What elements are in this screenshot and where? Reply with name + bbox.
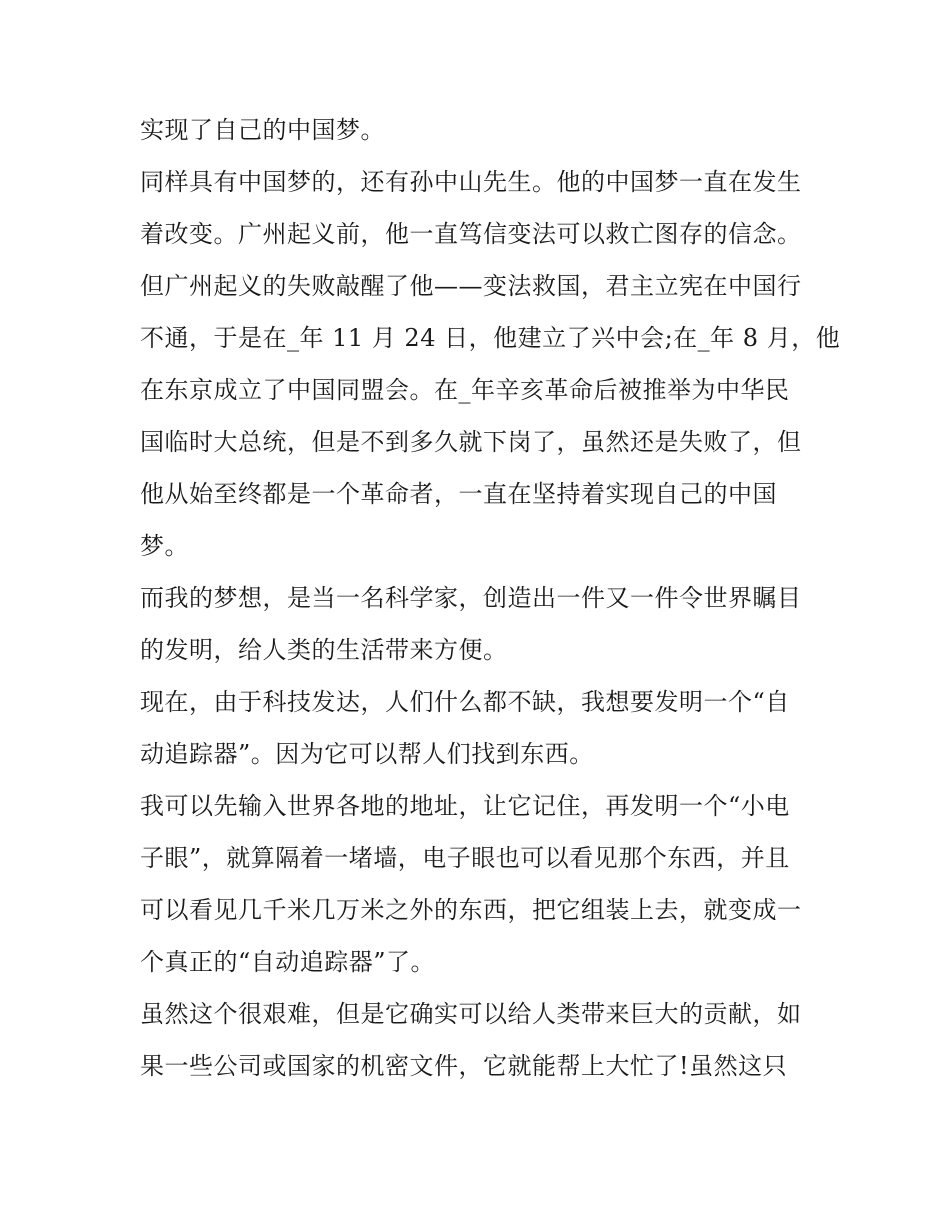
text-line: 梦。 (140, 532, 189, 560)
text-line: 现在，由于科技发达，人们什么都不缺，我想要发明一个“自 (140, 688, 790, 716)
text-line: 同样具有中国梦的，还有孙中山先生。他的中国梦一直在发生 (140, 168, 802, 196)
text-line: 虽然这个很艰难，但是它确实可以给人类带来巨大的贡献，如 (140, 1000, 802, 1028)
text-line: 可以看见几千米几万米之外的东西，把它组装上去，就变成一 (140, 896, 802, 924)
text-line: 的发明，给人类的生活带来方便。 (140, 636, 508, 664)
text-line: 实现了自己的中国梦。 (140, 116, 385, 144)
body-text (140, 104, 841, 1092)
text-line: 在东京成立了中国同盟会。在_年辛亥革命后被推举为中华民 (140, 376, 790, 404)
text-line: 但广州起义的失败敲醒了他——变法救国，君主立宪在中国行 (140, 272, 802, 300)
text-line: 子眼”，就算隔着一堵墙，电子眼也可以看见那个东西，并且 (140, 844, 790, 872)
text-line: 我可以先输入世界各地的地址，让它记住，再发明一个“小电 (140, 792, 790, 820)
text-line: 动追踪器”。因为它可以帮人们找到东西。 (140, 740, 594, 768)
text-line: 果一些公司或国家的机密文件，它就能帮上大忙了!虽然这只 (140, 1052, 788, 1080)
text-line: 不通，于是在_年 11 月 24 日，他建立了兴中会;在_年 8 月，他 (140, 324, 841, 352)
text-line: 他从始至终都是一个革命者，一直在坚持着实现自己的中国 (140, 480, 777, 508)
text-line: 国临时大总统，但是不到多久就下岗了，虽然还是失败了，但 (140, 428, 802, 456)
text-line: 个真正的“自动追踪器”了。 (140, 948, 436, 976)
text-line: 着改变。广州起义前，他一直笃信变法可以救亡图存的信念。 (140, 220, 802, 248)
text-line: 而我的梦想，是当一名科学家，创造出一件又一件令世界瞩目 (140, 584, 802, 612)
